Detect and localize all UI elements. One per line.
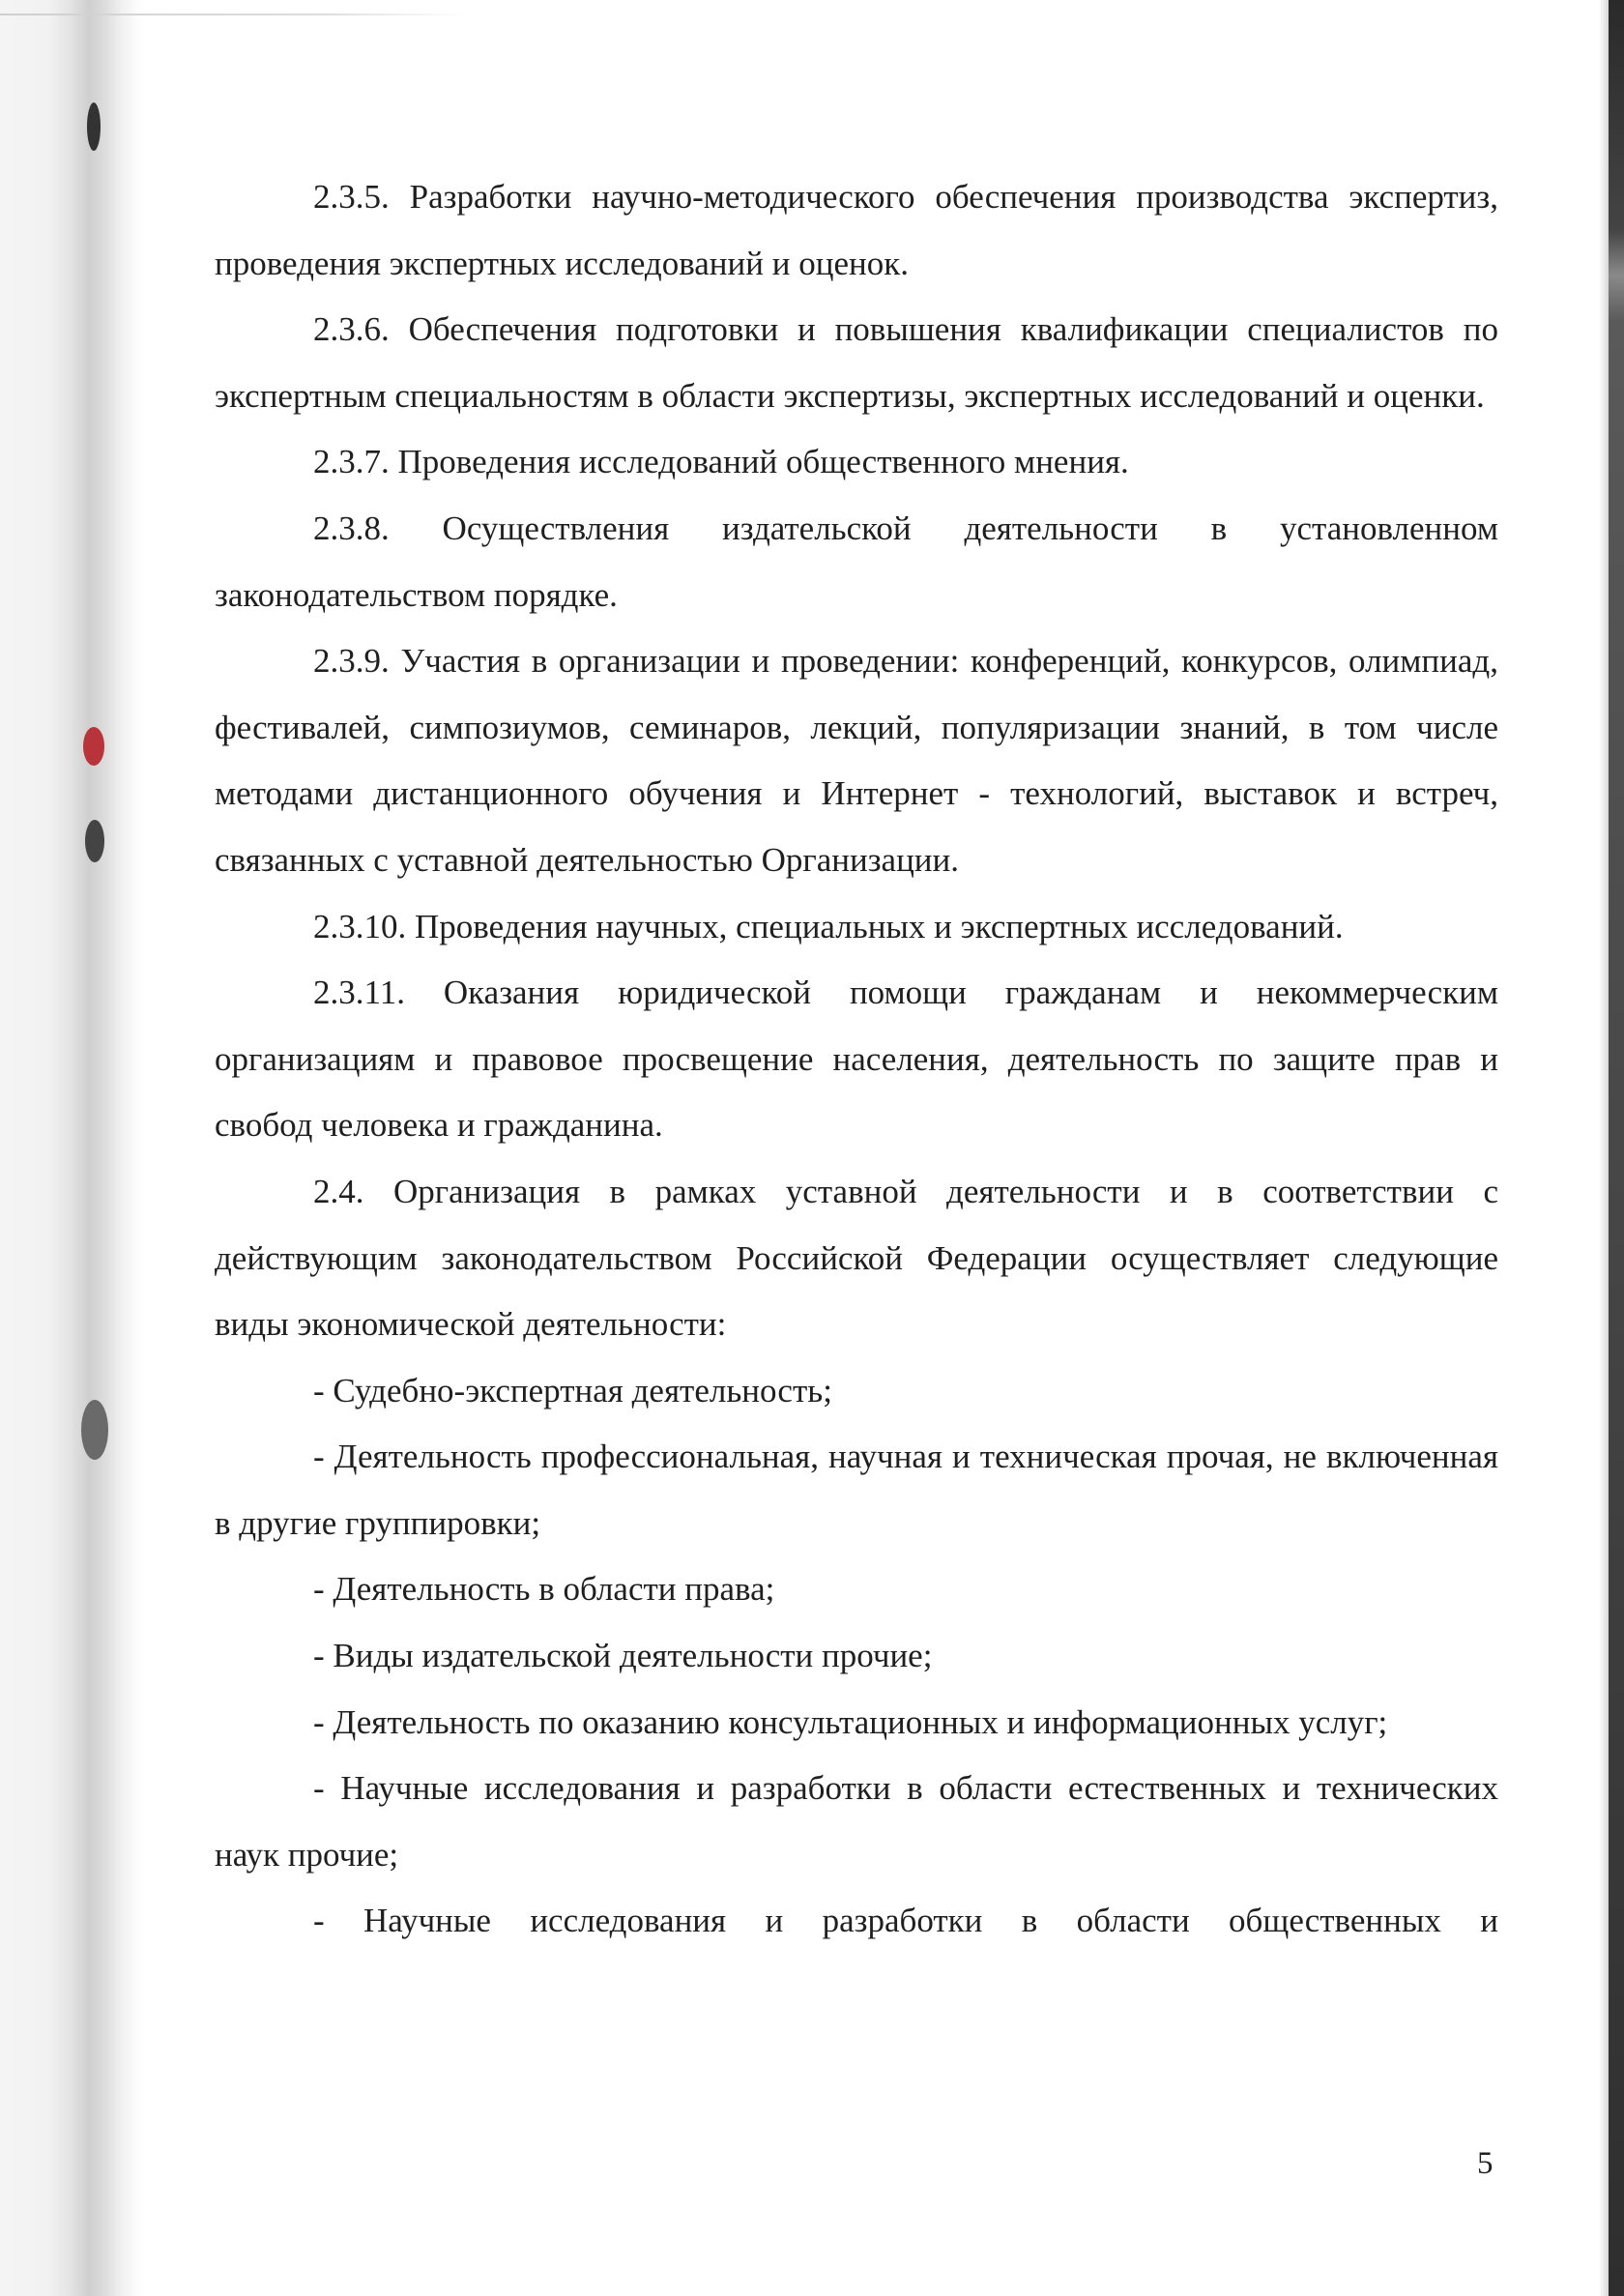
list-item-natural-sciences: - Научные исследования и разработки в области естественных и технических наук прочие; (215, 1769, 1498, 1874)
list-item-publishing: - Виды издательской деятельности прочие; (313, 1637, 933, 1675)
scan-top-edge-line (0, 14, 464, 15)
scan-right-edge (1609, 0, 1624, 2296)
paragraph-2-3-6: 2.3.6. Обеспечения подготовки и повышения квалификации специалистов по экспертным специальностям в области экспертизы, экспертных исследований и оценки. (215, 310, 1498, 415)
scan-gutter-shadow (0, 0, 145, 2296)
list-item-social-sciences: - Научные исследования и разработки в области общественных и (313, 1902, 1498, 1940)
page-number: 5 (1477, 2146, 1494, 2181)
paragraph-2-3-8: 2.3.8. Осуществления издательской деятельности в установленном законодательством порядке. (215, 509, 1498, 614)
list-item-law: - Деятельность в области права; (313, 1570, 775, 1609)
list-item-consulting: - Деятельность по оказанию консультационных и информационных услуг; (313, 1702, 1388, 1741)
list-item-professional-activity: - Деятельность профессиональная, научная и техническая прочая, не включенная в другие группировки; (215, 1438, 1498, 1542)
paragraph-2-3-10: 2.3.10. Проведения научных, специальных и экспертных исследований. (313, 907, 1344, 945)
scan-right-edge-fade (1599, 0, 1609, 2296)
paragraph-2-3-7: 2.3.7. Проведения исследований общественного мнения. (313, 443, 1129, 481)
paragraph-2-3-9: 2.3.9. Участия в организации и проведении: конференций, конкурсов, олимпиад, фестивалей, симпозиумов, семинаров, лекций, популяризации знаний, в том числе методами дистанционного обучения и Интернет - технологий, выставок и встреч, связанных с уставной деятельностью Организации. (215, 642, 1498, 879)
binding-hole (81, 1400, 108, 1460)
binding-hole (85, 820, 104, 862)
document-body (215, 164, 1498, 1955)
list-item-forensic-expertise: - Судебно-экспертная деятельность; (313, 1371, 832, 1410)
binding-hole (87, 102, 101, 151)
paragraph-2-3-5: 2.3.5. Разработки научно-методического обеспечения производства экспертиз, проведения экспертных исследований и оценок. (215, 178, 1498, 282)
paragraph-2-3-11: 2.3.11. Оказания юридической помощи гражданам и некоммерческим организациям и правовое просвещение населения, деятельность по защите прав и свобод человека и гражданина. (215, 974, 1498, 1145)
binding-hole (83, 727, 104, 766)
paragraph-2-4: 2.4. Организация в рамках уставной деятельности и в соответствии с действующим законодательством Российской Федерации осуществляет следующие виды экономической деятельности: (215, 1172, 1498, 1344)
